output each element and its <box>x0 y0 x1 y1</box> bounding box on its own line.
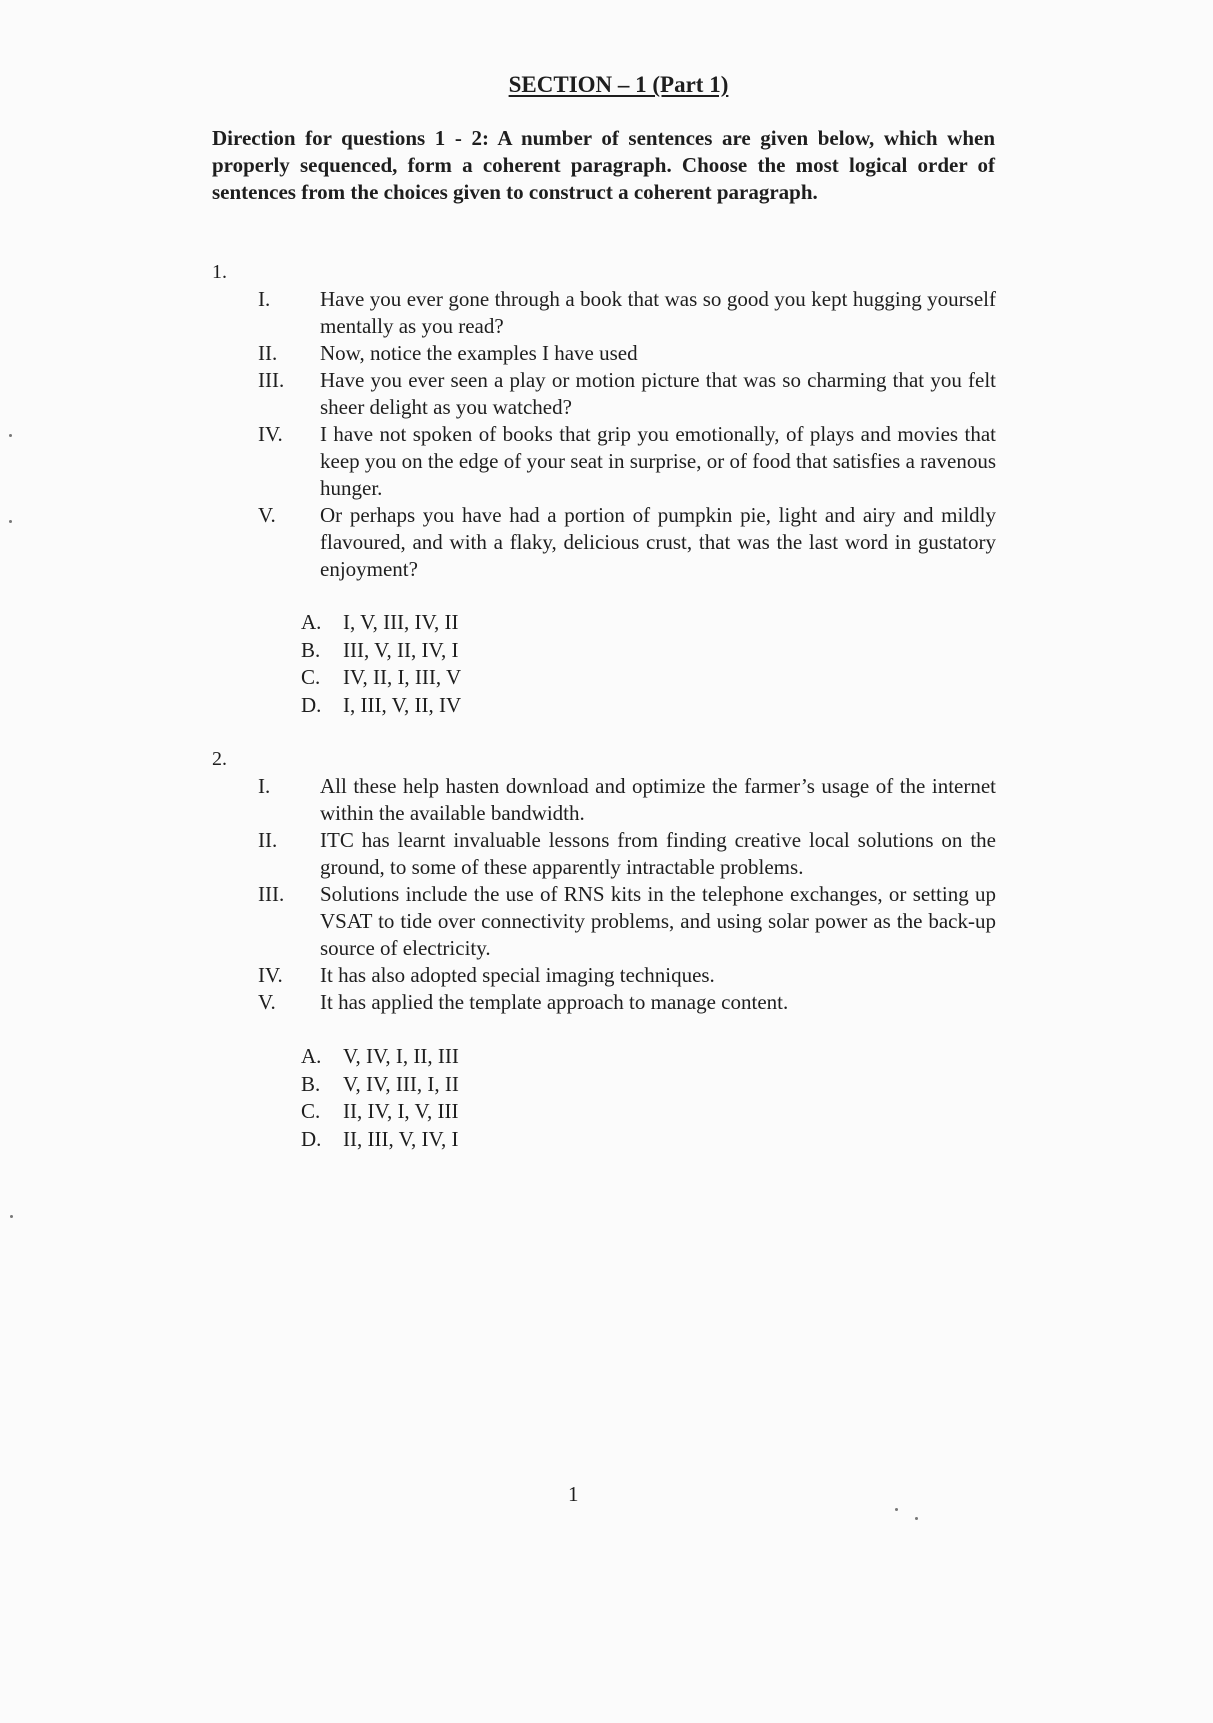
statement-text: Have you ever seen a play or motion picture that was so charming that you felt sheer delight as you watched? <box>320 368 996 419</box>
option-label: D. <box>301 692 322 717</box>
statement-numeral: V. <box>258 990 276 1014</box>
option-text: III, V, II, IV, I <box>343 637 459 662</box>
statement <box>258 962 996 989</box>
option-text: IV, II, I, III, V <box>343 665 462 689</box>
question-2-options <box>301 1043 459 1153</box>
option-label: C. <box>301 1099 321 1123</box>
statement-text: Now, notice the examples I have used <box>320 341 638 365</box>
answer-option-b <box>301 1071 459 1099</box>
option-label: A. <box>301 610 322 634</box>
statement-numeral: III. <box>258 882 285 906</box>
statement-text: All these help hasten download and optimize the farmer’s usage of the internet within the available bandwidth. <box>320 774 996 825</box>
statement-text: Have you ever gone through a book that was so good you kept hugging yourself mentally as you read? <box>320 287 996 338</box>
scan-speck <box>915 1517 918 1520</box>
option-label: C. <box>301 665 321 689</box>
question-2-statements <box>258 773 996 1016</box>
scan-speck <box>895 1508 898 1511</box>
page-number: 1 <box>568 1482 579 1506</box>
statement <box>258 286 996 340</box>
statement-text: Or perhaps you have had a portion of pumpkin pie, light and airy and mildly flavoured, and with a flaky, delicious crust, that was the last word in gustatory enjoyment? <box>320 503 996 581</box>
statement-text: I have not spoken of books that grip you emotionally, of plays and movies that keep you on the edge of your seat in surprise, or of food that satisfies a ravenous hunger. <box>320 422 996 500</box>
statement-numeral: I. <box>258 287 271 311</box>
statement <box>258 502 996 583</box>
statement <box>258 773 996 827</box>
section-title: SECTION – 1 (Part 1) <box>508 72 729 97</box>
question-number: 2. <box>212 748 227 770</box>
question-1-options <box>301 609 461 719</box>
answer-option-a <box>301 609 461 637</box>
statement-numeral: II. <box>258 828 278 852</box>
answer-option-d <box>301 1126 459 1154</box>
statement-numeral: IV. <box>258 422 283 446</box>
question-number: 1. <box>212 261 227 283</box>
option-text: II, IV, I, V, III <box>343 1099 459 1123</box>
statement <box>258 989 996 1016</box>
option-text: V, IV, I, II, III <box>343 1044 459 1068</box>
statement-numeral: IV. <box>258 963 283 987</box>
answer-option-d <box>301 692 461 720</box>
option-text: I, III, V, II, IV <box>343 692 462 717</box>
statement-numeral: II. <box>258 341 278 365</box>
scan-speck <box>9 434 12 437</box>
statement-text: It has also adopted special imaging techniques. <box>320 963 715 987</box>
statement <box>258 367 996 421</box>
statement-text: ITC has learnt invaluable lessons from finding creative local solutions on the ground, to some of these apparently intractable problems. <box>320 828 996 879</box>
answer-option-b <box>301 637 461 665</box>
statement-numeral: III. <box>258 368 285 392</box>
directions-paragraph: Direction for questions 1 - 2: A number of sentences are given below, which when properly sequenced, form a coherent paragraph. Choose the most logical order of sentences from the choices given to construct a coherent paragraph. <box>212 126 995 204</box>
option-text: V, IV, III, I, II <box>343 1071 459 1096</box>
statement <box>258 827 996 881</box>
scan-speck <box>10 1215 13 1218</box>
statement-numeral: V. <box>258 503 276 527</box>
answer-option-c <box>301 1098 459 1126</box>
option-text: I, V, III, IV, II <box>343 610 459 634</box>
option-label: B. <box>301 1071 321 1096</box>
statement <box>258 421 996 502</box>
option-label: A. <box>301 1044 322 1068</box>
question-1-statements <box>258 286 996 583</box>
statement-text: Solutions include the use of RNS kits in the telephone exchanges, or setting up VSAT to tide over connectivity problems, and using solar power as the back-up source of electricity. <box>320 882 996 960</box>
answer-option-c <box>301 664 461 692</box>
option-label: B. <box>301 637 321 662</box>
statement-text: It has applied the template approach to manage content. <box>320 990 789 1014</box>
statement-numeral: I. <box>258 774 271 798</box>
statement <box>258 881 996 962</box>
option-label: D. <box>301 1126 322 1151</box>
scan-speck <box>9 520 12 523</box>
statement <box>258 340 996 367</box>
answer-option-a <box>301 1043 459 1071</box>
option-text: II, III, V, IV, I <box>343 1126 459 1151</box>
